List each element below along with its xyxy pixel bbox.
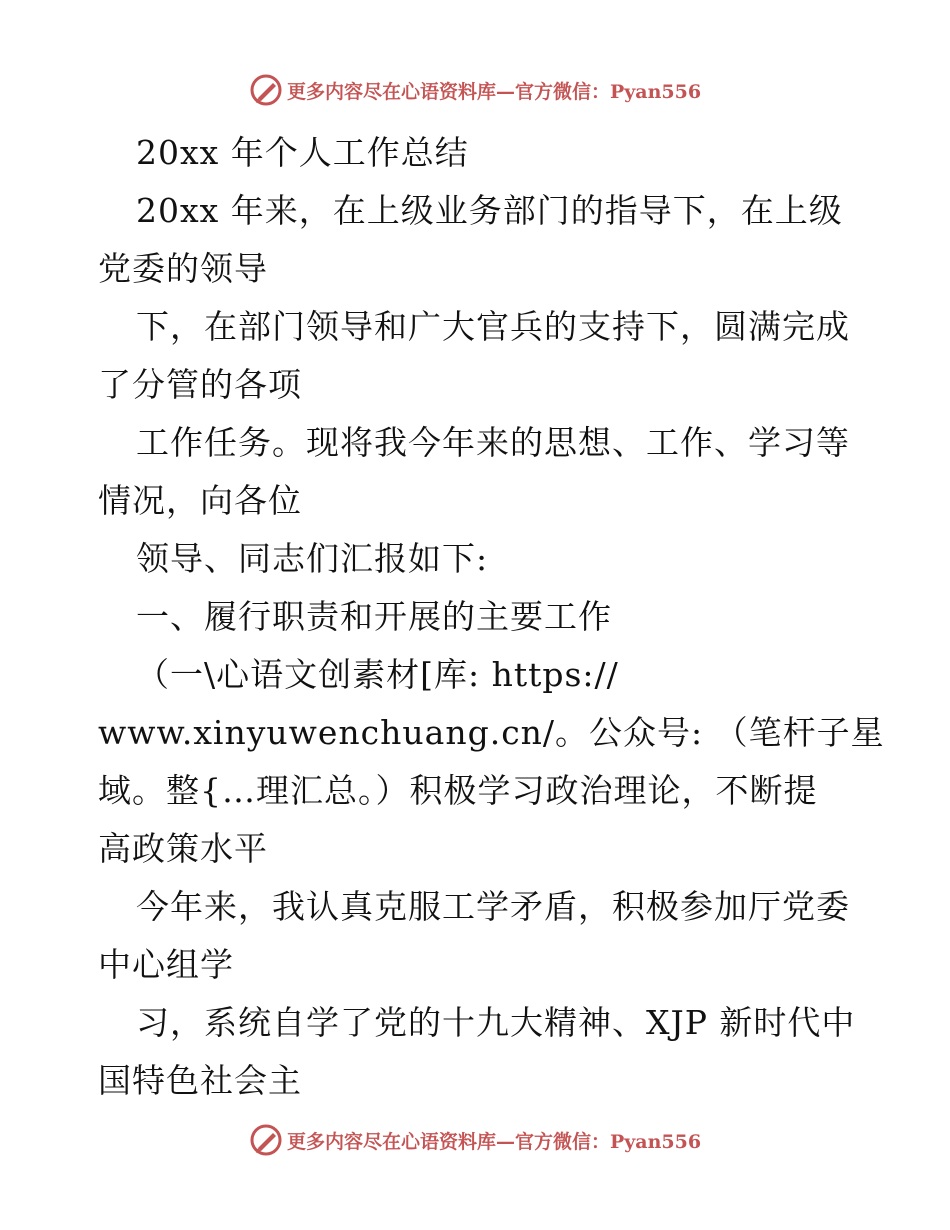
paragraph-line: 域。整{…理汇总。）积极学习政治理论，不断提 — [98, 771, 818, 810]
paragraph-line: 国特色社会主 — [98, 1061, 302, 1100]
header-banner — [0, 70, 950, 110]
paragraph-line: 了分管的各项 — [98, 365, 302, 404]
footer-banner — [0, 1120, 950, 1160]
pen-logo-icon — [249, 1123, 283, 1157]
paragraph-line: 中心组学 — [98, 945, 234, 984]
paragraph-line: 下，在部门领导和广大官兵的支持下，圆满完成 — [136, 307, 850, 346]
section-heading: 一、履行职责和开展的主要工作 — [136, 597, 612, 636]
paragraph-line: 党委的领导 — [98, 249, 268, 288]
paragraph-line: 习，系统自学了党的十九大精神、XJP 新时代中 — [136, 1003, 856, 1042]
document-body — [98, 124, 885, 1110]
paragraph-line: （一\心语文创素材[库: https:// — [136, 655, 619, 694]
paragraph-line: 高政策水平 — [98, 829, 268, 868]
paragraph-line: www.xinyuwenchuang.cn/。公众号: （笔杆子星 — [98, 713, 885, 752]
paragraph-line: 领导、同志们汇报如下: — [136, 539, 489, 578]
paragraph-line: 今年来，我认真克服工学矛盾，积极参加厅党委 — [136, 887, 850, 926]
paragraph-line: 20xx 年来，在上级业务部门的指导下，在上级 — [136, 191, 843, 230]
doc-title: 20xx 年个人工作总结 — [136, 133, 469, 172]
paragraph-line: 情况，向各位 — [98, 481, 302, 520]
paragraph-line: 工作任务。现将我今年来的思想、工作、学习等 — [136, 423, 850, 462]
banner-text: 更多内容尽在心语资料库—官方微信：Pyan556 — [286, 80, 702, 103]
banner-text: 更多内容尽在心语资料库—官方微信：Pyan556 — [286, 1130, 702, 1153]
pen-logo-icon — [249, 73, 283, 107]
